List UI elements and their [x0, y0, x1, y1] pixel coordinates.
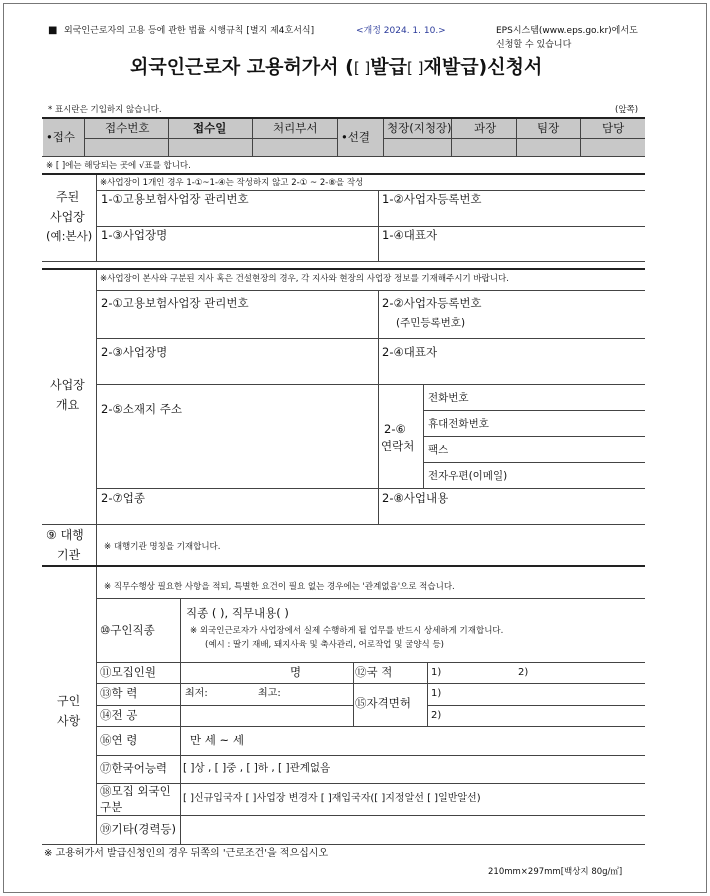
- table-rule: [42, 173, 645, 175]
- table-rule: [423, 436, 645, 437]
- table-rule: [96, 524, 97, 565]
- title-check-reissue[interactable]: [ ]: [407, 59, 424, 77]
- s2-note: ※사업장이 본사와 구분된 지사 혹은 건설현장의 경우, 각 지사와 현장의 사업장 정보를 기재해주시기 바랍니다.: [100, 274, 509, 284]
- law-reference: 외국인근로자의 고용 등에 관한 법률 시행규칙 [별지 제4호서식]: [64, 26, 315, 36]
- footer-note: ※ 고용허가서 발급신청인의 경우 뒤쪽의 '근로조건'을 적으십시오: [44, 848, 329, 859]
- s4-worker-type-label-2: 구분: [100, 800, 123, 814]
- s2-field-resident-no: (주민등록번호): [396, 317, 466, 329]
- s4-worker-type-options[interactable]: [ ]신규입국자 [ ]사업장 변경자 [ ]재입국자([ ]지정알선 [ ]일반알선): [183, 793, 481, 804]
- s2-title-1: 사업장: [50, 378, 85, 392]
- title-part-1: 외국인근로자 고용허가서 (: [130, 56, 354, 78]
- s2-field-insurance-no[interactable]: 2-①고용보험사업장 관리번호: [101, 296, 249, 310]
- eps-note-2: 신청할 수 있습니다: [496, 40, 572, 50]
- s2-title-2: 개요: [56, 398, 80, 412]
- s4-age-label: ⑯연 령: [100, 733, 138, 747]
- receipt-mid-line-2: [383, 138, 645, 139]
- s4-education-min[interactable]: 최저:: [185, 688, 208, 699]
- s1-title-2: 사업장: [50, 210, 85, 224]
- table-rule: [96, 175, 97, 261]
- paper-spec: 210mm×297mm[백상지 80g/㎡]: [488, 867, 623, 877]
- approver-staff-label: 담당: [602, 121, 625, 135]
- s2-contact-label-2: 연락처: [381, 439, 415, 453]
- table-rule: [84, 119, 85, 156]
- table-rule: [383, 119, 384, 156]
- revision-date: <개정 2024. 1. 10.>: [356, 26, 446, 36]
- table-rule: [42, 261, 645, 262]
- table-rule: [97, 190, 645, 191]
- title-check-issue[interactable]: [ ]: [353, 59, 371, 77]
- table-rule: [378, 190, 379, 261]
- s4-license-label: ⑮자격면허: [355, 696, 411, 710]
- table-rule: [168, 119, 169, 156]
- check-note: ※ [ ]에는 해당되는 곳에 √표를 합니다.: [46, 161, 191, 171]
- table-rule: [97, 338, 645, 339]
- s4-other-label: ⑲기타(경력등): [100, 822, 177, 836]
- s4-title-1: 구인: [57, 694, 81, 708]
- s2-field-business-name[interactable]: 2-③사업장명: [101, 345, 168, 359]
- title-part-2: 발급: [370, 56, 408, 78]
- s2-field-address[interactable]: 2-⑤소재지 주소: [101, 402, 182, 416]
- table-rule: [97, 290, 645, 291]
- s3-agency-field[interactable]: ※ 대행기관 명칭을 기재합니다.: [104, 542, 221, 552]
- receipt-label: •접수: [46, 130, 76, 144]
- s2-field-industry[interactable]: 2-⑦업종: [101, 491, 145, 505]
- s4-recruit-count-field[interactable]: 명: [290, 665, 302, 679]
- table-rule: [427, 705, 645, 706]
- table-rule: [42, 268, 645, 270]
- table-rule: [97, 226, 645, 227]
- table-rule: [423, 462, 645, 463]
- s1-title-3: (예:본사): [46, 229, 93, 243]
- s1-field-representative[interactable]: 1-④대표자: [382, 228, 438, 242]
- table-rule: [96, 270, 97, 524]
- table-rule: [180, 598, 181, 844]
- s4-license-1[interactable]: 1): [431, 688, 442, 699]
- s1-field-business-reg[interactable]: 1-②사업자등록번호: [382, 192, 482, 206]
- s1-note: ※사업장이 1개인 경우 1-①~1-④는 작성하지 않고 2-① ~ 2-⑧을 작성: [100, 178, 364, 188]
- s4-education-max[interactable]: 최고:: [258, 688, 281, 699]
- s4-nationality-label: ⑫국 적: [355, 665, 393, 679]
- table-rule: [42, 844, 645, 845]
- approver-manager-label: 과장: [474, 121, 497, 135]
- s4-job-label: ⑩구인직종: [100, 623, 155, 637]
- s4-note: ※ 직무수행상 필요한 사항을 적되, 특별한 요건이 필요 없는 경우에는 '관계없음'으로 적습니다.: [104, 582, 455, 592]
- approver-team-label: 팀장: [537, 121, 560, 135]
- s4-job-note-2: (예시 : 딸기 재배, 돼지사육 및 축사관리, 어로작업 및 굴양식 등): [205, 640, 444, 650]
- receipt-number-label: 접수번호: [105, 121, 150, 135]
- s2-field-fax[interactable]: 팩스: [428, 444, 449, 456]
- s2-contact-label-1: 2-⑥: [384, 422, 406, 436]
- s1-field-business-name[interactable]: 1-③사업장명: [101, 228, 168, 242]
- table-rule: [378, 290, 379, 524]
- s3-title-2: 기관: [57, 548, 81, 562]
- table-rule: [42, 524, 645, 525]
- star-note: * 표시란은 기입하지 않습니다.: [48, 105, 162, 115]
- s2-field-phone[interactable]: 전화번호: [428, 392, 469, 404]
- table-rule: [516, 119, 517, 156]
- table-rule: [97, 488, 645, 489]
- s4-korean-label: ⑰한국어능력: [100, 761, 168, 775]
- receipt-bottom-line: [42, 156, 645, 157]
- s4-major-label: ⑭전 공: [100, 708, 138, 722]
- s1-field-insurance-no[interactable]: 1-①고용보험사업장 관리번호: [101, 192, 249, 206]
- s4-nationality-1[interactable]: 1): [431, 667, 442, 678]
- table-rule: [252, 119, 253, 156]
- table-rule: [353, 662, 354, 726]
- s2-field-business-content[interactable]: 2-⑧사업내용: [382, 491, 449, 505]
- s2-field-mobile[interactable]: 휴대전화번호: [428, 418, 489, 430]
- s4-license-2[interactable]: 2): [431, 710, 442, 721]
- s4-worker-type-label-1: ⑱모집 외국인: [100, 784, 171, 798]
- s4-job-note-1: ※ 외국인근로자가 사업장에서 실제 수행하게 될 업무를 반드시 상세하게 기재합니다.: [190, 626, 504, 636]
- table-rule: [427, 662, 428, 726]
- s1-title-1: 주된: [56, 190, 80, 204]
- s2-field-email[interactable]: 전자우편(이메일): [428, 470, 508, 482]
- table-rule: [423, 410, 645, 411]
- s4-nationality-2[interactable]: 2): [518, 667, 529, 678]
- s4-education-label: ⑬학 력: [100, 686, 138, 700]
- s4-job-field[interactable]: 직종 ( ), 직무내용( ): [186, 606, 289, 620]
- s2-field-representative[interactable]: 2-④대표자: [382, 345, 438, 359]
- s4-age-field[interactable]: 만 세 ~ 세: [190, 733, 244, 747]
- form-title: [130, 58, 542, 77]
- table-rule: [97, 384, 645, 385]
- s2-field-business-reg[interactable]: 2-②사업자등록번호: [382, 296, 482, 310]
- receipt-mid-line: [84, 138, 337, 139]
- receipt-date-label: 접수일: [193, 121, 227, 135]
- s4-title-2: 사항: [57, 714, 81, 728]
- s4-korean-options[interactable]: [ ]상 , [ ]중 , [ ]하 , [ ]관계없음: [183, 762, 331, 774]
- approver-chief-label: 청장(지청장): [387, 121, 452, 135]
- preceding-label: •선결: [341, 130, 371, 144]
- s3-title-1: ⑨ 대행: [46, 528, 84, 542]
- header-bullet: ■: [48, 25, 58, 36]
- table-rule: [337, 119, 338, 156]
- eps-note-1: EPS시스템(www.eps.go.kr)에서도: [496, 26, 638, 36]
- receipt-dept-label: 처리부서: [273, 121, 318, 135]
- title-part-3: 재발급)신청서: [423, 56, 543, 78]
- table-rule: [97, 705, 353, 706]
- front-side: (앞쪽): [615, 105, 639, 115]
- table-rule: [42, 565, 645, 567]
- table-rule: [580, 119, 581, 156]
- s4-recruit-count-label: ⑪모집인원: [100, 665, 156, 679]
